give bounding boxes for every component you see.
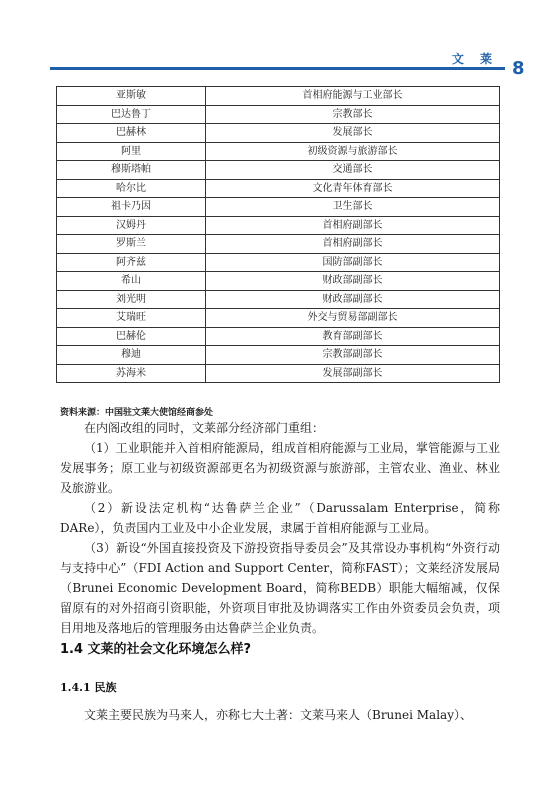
official-post-cell: 首相府副部长 [206, 235, 500, 254]
table-row [57, 364, 500, 383]
official-post-cell: 文化青年体育部长 [206, 179, 500, 198]
section-heading: 1.4 文莱的社会文化环境怎么样? [60, 642, 252, 657]
paragraph-ethnic-groups: 文莱主要民族为马来人，亦称七大土著：文莱马来人（Brunei Malay）、 [84, 708, 472, 722]
official-name-cell: 汉姆丹 [57, 216, 206, 235]
official-name-cell: 巴赫伦 [57, 327, 206, 346]
table-row [57, 272, 500, 291]
header-rule [50, 67, 505, 70]
table-row [57, 346, 500, 365]
official-name-cell: 亚斯敏 [57, 87, 206, 106]
official-post-cell: 国防部副部长 [206, 253, 500, 272]
official-name-cell: 祖卡乃因 [57, 198, 206, 217]
official-post-cell: 首相府副部长 [206, 216, 500, 235]
subsection-heading: 1.4.1 民族 [60, 681, 117, 694]
official-name-cell: 艾瑞旺 [57, 309, 206, 328]
official-name-cell: 阿里 [57, 142, 206, 161]
official-post-cell: 宗教部副部长 [206, 346, 500, 365]
table-row [57, 290, 500, 309]
paragraph-intro: 在内阁改组的同时，文莱部分经济部门重组： [84, 421, 325, 435]
official-post-cell: 教育部副部长 [206, 327, 500, 346]
official-post-cell: 外交与贸易部副部长 [206, 309, 500, 328]
official-post-cell: 初级资源与旅游部长 [206, 142, 500, 161]
official-name-cell: 刘光明 [57, 290, 206, 309]
official-post-cell: 财政部副部长 [206, 272, 500, 291]
official-name-cell: 阿齐兹 [57, 253, 206, 272]
table-row [57, 87, 500, 106]
table-row [57, 124, 500, 143]
table-row [57, 161, 500, 180]
official-post-cell: 发展部长 [206, 124, 500, 143]
page-number: 8 [512, 58, 525, 79]
official-name-cell: 巴达鲁丁 [57, 105, 206, 124]
table-row [57, 253, 500, 272]
official-name-cell: 穆斯塔帕 [57, 161, 206, 180]
officials-table [56, 86, 500, 383]
official-post-cell: 首相府能源与工业部长 [206, 87, 500, 106]
paragraph-item-3: （3）新设“外国直接投资及下游投资指导委员会”及其常设办事机构“外资行动与支持中心”（FDI Action and Support Center，简称FAST）；文莱经济发展局（Brunei Economic Development Board，简称BEDB）职能大幅缩减，仅保留原有的对外招商引资职能，外资项目审批及协调落实工作由外资委员会负责，项目用地及落地后的管理服务由达鲁萨兰企业负责。 [60, 541, 500, 635]
official-post-cell: 交通部长 [206, 161, 500, 180]
table-row [57, 216, 500, 235]
official-name-cell: 穆迪 [57, 346, 206, 365]
paragraph-item-2: （2）新设法定机构“达鲁萨兰企业”（Darussalam Enterprise，简称DARe），负责国内工业及中小企业发展，隶属于首相府能源与工业局。 [60, 501, 500, 535]
table-row [57, 142, 500, 161]
official-name-cell: 罗斯兰 [57, 235, 206, 254]
official-name-cell: 希山 [57, 272, 206, 291]
running-header-title: 文 莱 [451, 52, 498, 66]
official-post-cell: 发展部副部长 [206, 364, 500, 383]
table-row [57, 105, 500, 124]
official-post-cell: 财政部副部长 [206, 290, 500, 309]
official-name-cell: 巴赫林 [57, 124, 206, 143]
table-row [57, 198, 500, 217]
official-post-cell: 宗教部长 [206, 105, 500, 124]
body-text-continued [60, 705, 500, 725]
official-name-cell: 哈尔比 [57, 179, 206, 198]
table-row [57, 309, 500, 328]
table-row [57, 235, 500, 254]
official-post-cell: 卫生部长 [206, 198, 500, 217]
official-name-cell: 苏海米 [57, 364, 206, 383]
paragraph-item-1: （1）工业职能并入首相府能源局，组成首相府能源与工业局，掌管能源与工业发展事务；原工业与初级资源部更名为初级资源与旅游部，主管农业、渔业、林业及旅游业。 [60, 441, 500, 495]
table-row [57, 327, 500, 346]
body-text [60, 418, 500, 638]
table-source-note: 资料来源：中国驻文莱大使馆经商参处 [60, 408, 214, 418]
table-row [57, 179, 500, 198]
